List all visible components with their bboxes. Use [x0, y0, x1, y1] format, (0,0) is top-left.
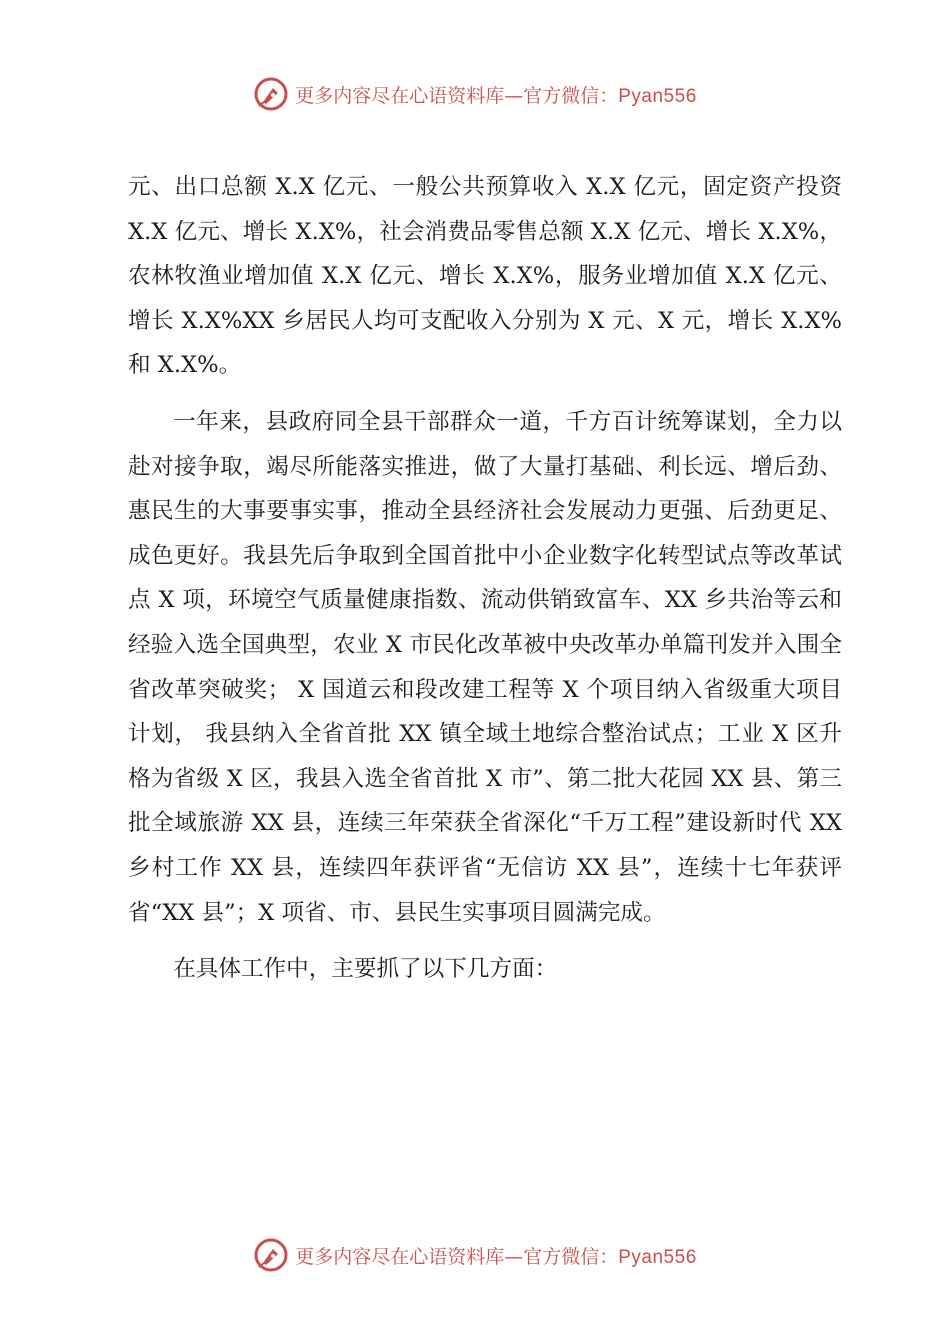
watermark-prefix: 更多内容尽在心语资料库—官方微信：: [295, 1245, 619, 1268]
paragraph-3: 在具体工作中，主要抓了以下几方面：: [173, 956, 558, 983]
paragraph-2: 一年来，县政府同全县干部群众一道，千方百计统筹谋划，全力以赴对接争取，竭尽所能落实推进，做了大量打基础、利长远、增后劲、惠民生的大事要事实事，推动全县经济社会发展动力更强、后劲更足、成色更好。我县先后争取到全国首批中小企业数字化转型试点等改革试点 X 项，环境空气质量健康指数、流动供销致富车、XX 乡共治等云和经验入选全国典型，农业 X 市民化改革被中央改革办单篇刊发并入围全省改革突破奖； X 国道云和段改建工程等 X 个项目纳入省级重大项目计划， 我县纳入全省首批 XX 镇全域土地综合整治试点；工业 X 区升格为省级 X 区，我县入选全省首批 X 市”、第二批大花园 XX 县、第三批全域旅游 XX 县，连续三年荣获全省深化“千万工程”建设新时代 XX 乡村工作 XX 县，连续四年获评省“无信访 XX 县”，连续十七年获评省“XX 县”；X 项省、市、县民生实事项目圆满完成。: [128, 408, 842, 926]
watermark-wechat-id: Pyan556: [618, 85, 697, 107]
pen-nib-logo-icon: [253, 1237, 289, 1273]
pen-nib-logo-icon: [253, 76, 289, 112]
header-watermark: [0, 74, 950, 114]
watermark-wechat-id: Pyan556: [618, 1246, 697, 1268]
document-body: [128, 165, 842, 992]
paragraph-1: 元、出口总额 X.X 亿元、一般公共预算收入 X.X 亿元，固定资产投资 X.X 亿元、增长 X.X%，社会消费品零售总额 X.X 亿元、增长 X.X%，农林牧渔业增加值 X.X 亿元、增长 X.X%，服务业增加值 X.X 亿元、增长 X.X%XX 乡居民人均可支配收入分别为 X 元、X 元，增长 X.X%和 X.X%。: [128, 174, 842, 379]
watermark-prefix: 更多内容尽在心语资料库—官方微信：: [295, 84, 619, 107]
watermark-text: [295, 81, 697, 108]
watermark-text: [295, 1242, 697, 1269]
footer-watermark: [0, 1235, 950, 1275]
